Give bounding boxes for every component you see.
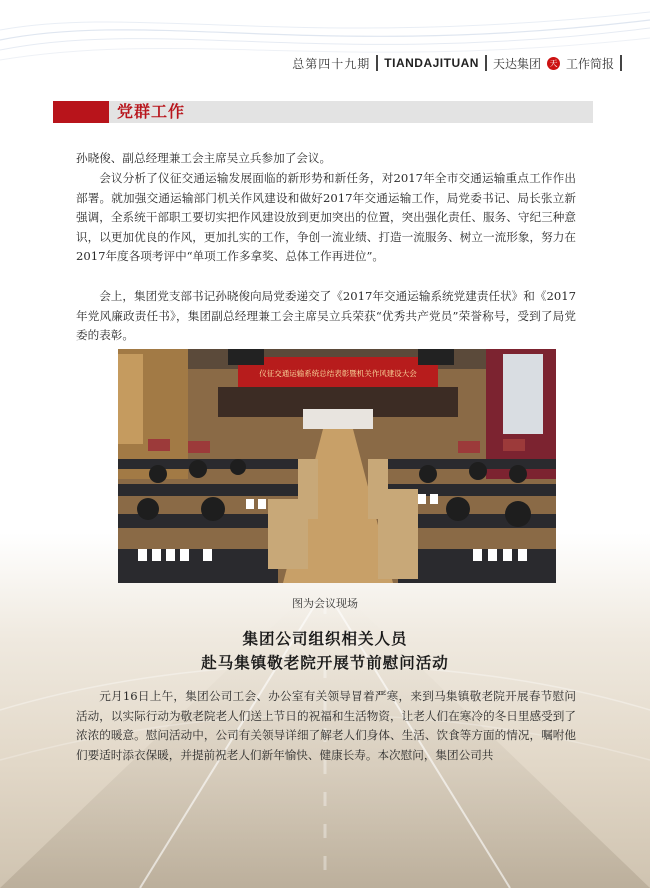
page-header <box>292 52 622 74</box>
paragraph: 元月16日上午，集团公司工会、办公室有关领导冒着严寒，来到马集镇敬老院开展春节慰问活动，以实际行动为敬老院老人们送上节日的祝福和生活物资，让老人们在寒冷的冬日里感受到了浓浓的暖意。慰问活动中，公司有关领导详细了解老人们身体、生活、饮食等方面的情况，嘱咐他们要适时添衣保暖，并提前祝老人们新年愉快、健康长寿。本次慰问，集团公司共 <box>76 689 576 762</box>
issue-number: 总第四十九期 <box>292 56 371 71</box>
meeting-scene-illustration <box>118 349 556 583</box>
publication-title: 工作简报 <box>565 56 614 71</box>
header-separator <box>376 55 378 71</box>
article-headline-line2: 赴马集镇敬老院开展节前慰问活动 <box>201 654 449 672</box>
article-headline-line1: 集团公司组织相关人员 <box>242 630 408 648</box>
meeting-banner-text: 仪征交通运输系统总结表彰暨机关作风建设大会 <box>259 369 417 378</box>
header-separator <box>485 55 487 71</box>
company-logo-icon: 天 <box>547 57 560 70</box>
brand-name-en: TIANDAJITUAN <box>384 56 479 70</box>
brand-name-cn: 天达集团 <box>492 56 541 71</box>
section-accent-block <box>53 101 109 123</box>
section-header <box>53 101 593 123</box>
section-title: 党群工作 <box>117 102 186 121</box>
paragraph: 会上，集团党支部书记孙晓俊向局党委递交了《2017年交通运输系统党建责任状》和《2017年党风廉政责任书》，集团副总经理兼工会主席吴立兵荣获“优秀共产党员”荣誉称号，受到了局党委的表彰。 <box>76 289 576 342</box>
header-separator <box>620 55 622 71</box>
photo-caption: 图为会议现场 <box>292 597 358 610</box>
paragraph: 会议分析了仪征交通运输发展面临的新形势和新任务，对2017年全市交通运输重点工作作出部署。就加强交通运输部门机关作风建设和做好2017年交通运输工作，局党委书记、局长张立新强调，全系统干部职工要切实把作风建设放到更加突出的位置，突出强化责任、服务、守纪三种意识，以更加优良的作风，更加扎实的工作，争创一流业绩、打造一流服务、树立一流形象，努力在2017年度各项考评中“单项工作多拿奖、总体工作再进位”。 <box>76 171 576 263</box>
meeting-photo <box>118 349 556 583</box>
paragraph: 孙晓俊、副总经理兼工会主席吴立兵参加了会议。 <box>76 151 332 165</box>
